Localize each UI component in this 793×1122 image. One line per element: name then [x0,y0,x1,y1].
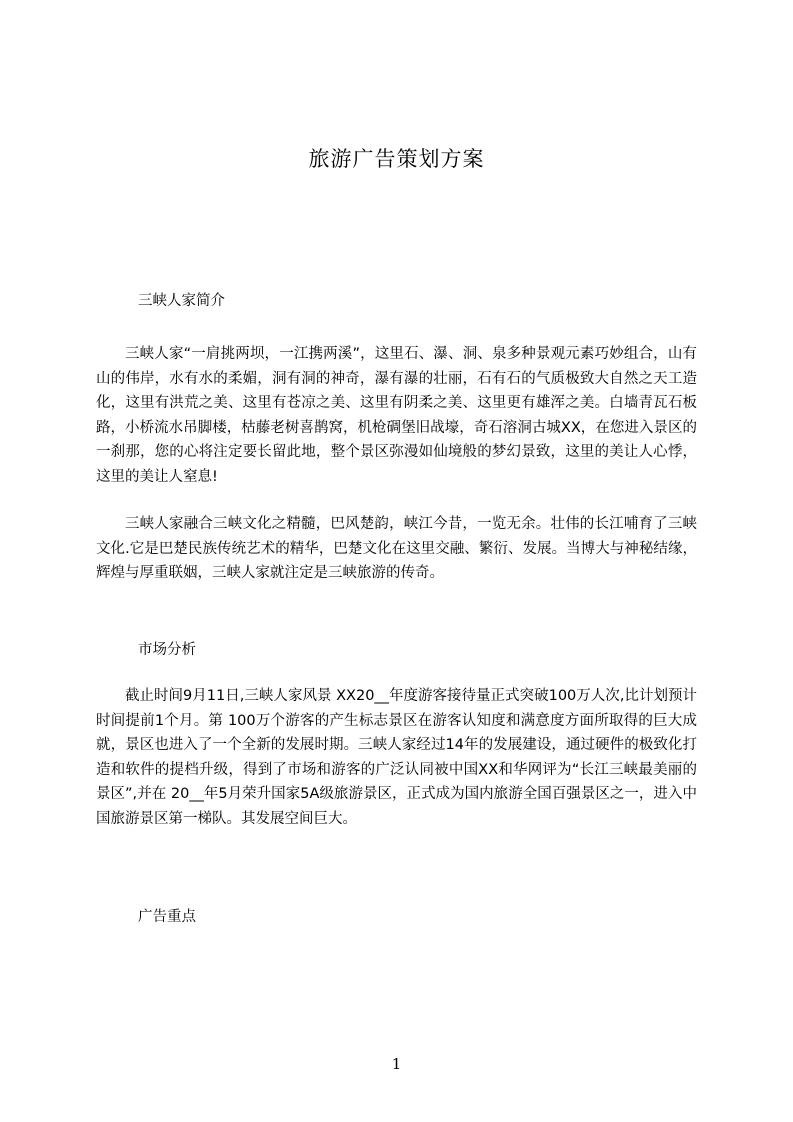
paragraph-intro-1: 三峡人家“一肩挑两坝，一江携两溪”，这里石、瀑、洞、泉多种景观元素巧妙组合，山有山的伟岸，水有水的柔媚，洞有洞的神奇，瀑有瀑的壮丽，石有石的气质极致大自然之天工造化，这里有洪荒之美、这里有苍凉之美、这里有阴柔之美、这里更有雄浑之美。白墙青瓦石板路，小桥流水吊脚楼，枯藤老树喜鹊窝，机枪碉堡旧战壕，奇石溶洞古城XX，在您进入景区的一刹那，您的心将注定要长留此地，整个景区弥漫如仙境般的梦幻景致，这里的美让人心悸，这里的美让人窒息! [96,346,697,485]
document-title: 旅游广告策划方案 [308,147,485,171]
paragraph-market-1: 截止时间9月11日,三峡人家风景 XX20__年度游客接待量正式突破100万人次,比计划预计时间提前1个月。第 100万个游客的产生标志景区在游客认知度和满意度方面所取得的巨大成就，景区也进入了一个全新的发展时期。三峡人家经过14年的发展建设，通过硬件的极致化打造和软件的提档升级，得到了市场和游客的广泛认同被中国XX和华网评为“长江三峡最美丽的景区”,并在 20__年5月荣升国家5A级旅游景区，正式成为国内旅游全国百强景区之一，进入中国旅游景区第一梯队。其发展空间巨大。 [96,688,697,827]
section-heading-ad-focus: 广告重点 [138,909,196,925]
page-number: 1 [391,1055,402,1073]
section-heading-market: 市场分析 [138,642,196,658]
paragraph-intro-2: 三峡人家融合三峡文化之精髓，巴风楚韵，峡江今昔，一览无余。壮伟的长江哺育了三峡文化.它是巴楚民族传统艺术的精华，巴楚文化在这里交融、繁衍、发展。当博大与神秘结缘，辉煌与厚重联姻，三峡人家就注定是三峡旅游的传奇。 [96,516,697,581]
section-heading-intro: 三峡人家简介 [138,293,225,309]
